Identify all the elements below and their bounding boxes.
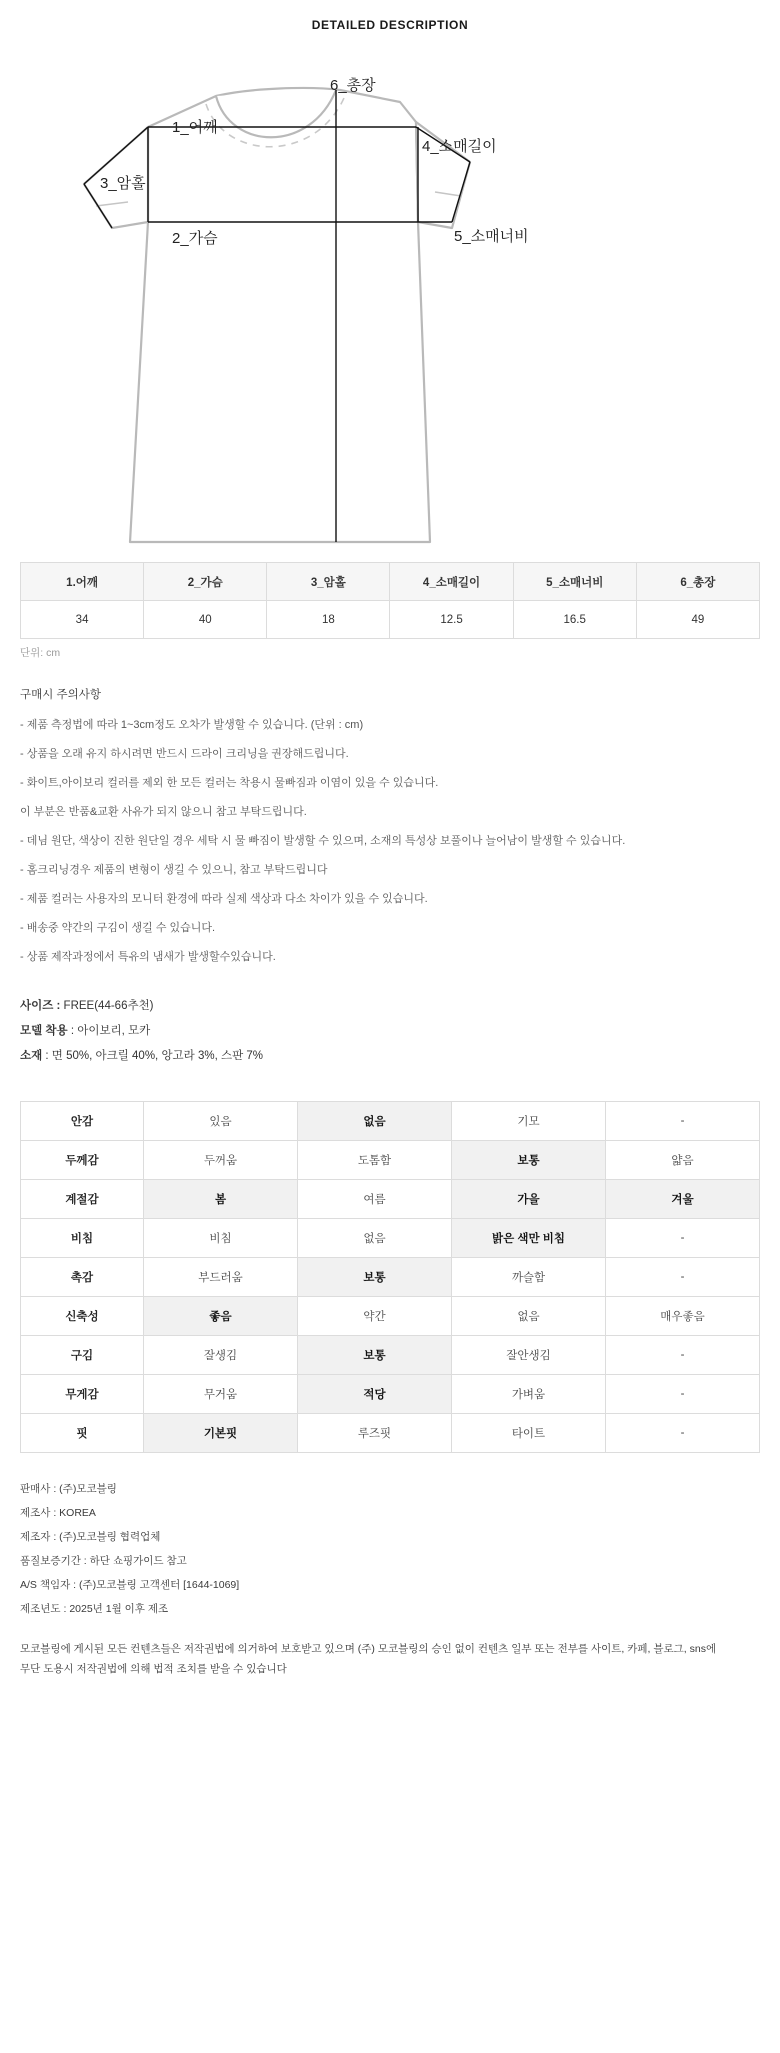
copyright-line: 무단 도용시 저작권법에 의해 법적 조치를 받을 수 있습니다 bbox=[20, 1663, 287, 1676]
attribute-option-selected: 겨울 bbox=[606, 1180, 760, 1219]
attribute-option-selected: 기본핏 bbox=[144, 1414, 298, 1453]
measurement-value: 12.5 bbox=[390, 601, 513, 639]
attribute-option: 두꺼움 bbox=[144, 1141, 298, 1180]
attribute-label: 핏 bbox=[21, 1414, 144, 1453]
table-row bbox=[21, 1375, 760, 1414]
diagram-label-armhole: 3_암홀 bbox=[100, 175, 146, 192]
attribute-option: 약간 bbox=[298, 1297, 452, 1336]
notice-line: - 홈크리닝경우 제품의 변형이 생길 수 있으니, 참고 부탁드립니다 bbox=[20, 863, 328, 876]
spec-label: 모델 착용 bbox=[20, 1025, 68, 1038]
seller-info-line: 판매사 : (주)모코블링 bbox=[20, 1483, 117, 1496]
attribute-option-selected: 보통 bbox=[298, 1258, 452, 1297]
measurement-header: 5_소매너비 bbox=[513, 563, 636, 601]
attribute-option: 얇음 bbox=[606, 1141, 760, 1180]
attribute-label: 비침 bbox=[21, 1219, 144, 1258]
table-row bbox=[21, 1336, 760, 1375]
measurement-header: 4_소매길이 bbox=[390, 563, 513, 601]
seller-info-line: A/S 책임자 : (주)모코블링 고객센터 [1644-1069] bbox=[20, 1579, 240, 1592]
measurement-table bbox=[20, 562, 760, 639]
attribute-option-selected: 없음 bbox=[298, 1102, 452, 1141]
attribute-label: 무게감 bbox=[21, 1375, 144, 1414]
attribute-option: - bbox=[606, 1219, 760, 1258]
spec-line-size bbox=[20, 997, 760, 1013]
attribute-option: 매우좋음 bbox=[606, 1297, 760, 1336]
table-row bbox=[21, 1180, 760, 1219]
attribute-label: 신축성 bbox=[21, 1297, 144, 1336]
spec-line-material bbox=[20, 1047, 760, 1063]
notice-line: - 데님 원단, 색상이 진한 원단일 경우 세탁 시 물 빠짐이 발생할 수 있으며, 소재의 특성상 보풀이나 늘어남이 발생할 수 있습니다. bbox=[20, 834, 626, 847]
attribute-option: 잘안생김 bbox=[452, 1336, 606, 1375]
measurement-unit-note: 단위: cm bbox=[20, 647, 61, 659]
attribute-label: 촉감 bbox=[21, 1258, 144, 1297]
attribute-option: - bbox=[606, 1375, 760, 1414]
notice-line: - 상품을 오래 유지 하시려면 반드시 드라이 크리닝을 권장해드립니다. bbox=[20, 747, 349, 760]
attribute-option: 여름 bbox=[298, 1180, 452, 1219]
purchase-notice bbox=[20, 686, 760, 965]
table-row bbox=[21, 1258, 760, 1297]
attribute-option-selected: 보통 bbox=[452, 1141, 606, 1180]
attribute-table bbox=[20, 1101, 760, 1453]
attribute-option: - bbox=[606, 1336, 760, 1375]
spec-value: FREE(44-66추천) bbox=[60, 1000, 154, 1013]
seller-info-line: 제조자 : (주)모코블링 협력업체 bbox=[20, 1531, 161, 1544]
measurement-header: 6_총장 bbox=[636, 563, 759, 601]
table-row bbox=[21, 1414, 760, 1453]
attribute-option: - bbox=[606, 1414, 760, 1453]
attribute-option: 잘생김 bbox=[144, 1336, 298, 1375]
diagram-label-sleeve-width: 5_소매너비 bbox=[454, 228, 529, 245]
measurement-value: 34 bbox=[21, 601, 144, 639]
attribute-option-selected: 적당 bbox=[298, 1375, 452, 1414]
attribute-option: 도톰함 bbox=[298, 1141, 452, 1180]
attribute-option: 무거움 bbox=[144, 1375, 298, 1414]
table-row bbox=[21, 1297, 760, 1336]
diagram-label-shoulder: 1_어깨 bbox=[172, 119, 218, 136]
attribute-option-selected: 좋음 bbox=[144, 1297, 298, 1336]
garment-measurement-diagram bbox=[0, 32, 780, 552]
copyright-notice bbox=[20, 1642, 760, 1678]
notice-line: - 제품 컬러는 사용자의 모니터 환경에 따라 실제 색상과 다소 차이가 있을 수 있습니다. bbox=[20, 892, 428, 905]
spec-value: : 아이보리, 모카 bbox=[67, 1025, 151, 1038]
copyright-line: 모코블링에 게시된 모든 컨텐츠들은 저작권법에 의거하여 보호받고 있으며 (주) 모코블링의 승인 없이 컨텐츠 일부 또는 전부를 사이트, 카페, 블로그, sns에 bbox=[20, 1643, 717, 1656]
purchase-notice-heading: 구매시 주의사항 bbox=[20, 689, 101, 701]
attribute-option-selected: 봄 bbox=[144, 1180, 298, 1219]
measurement-header: 3_암홀 bbox=[267, 563, 390, 601]
seller-info-line: 제조사 : KOREA bbox=[20, 1507, 96, 1520]
measurement-value: 18 bbox=[267, 601, 390, 639]
attribute-option-selected: 보통 bbox=[298, 1336, 452, 1375]
notice-line: - 제품 측정법에 따라 1~3cm정도 오차가 발생할 수 있습니다. (단위 : cm) bbox=[20, 719, 364, 731]
attribute-label: 구김 bbox=[21, 1336, 144, 1375]
product-spec bbox=[20, 997, 760, 1063]
diagram-label-sleeve-length: 4_소매길이 bbox=[422, 138, 497, 155]
spec-label: 소재 bbox=[20, 1050, 43, 1063]
table-row bbox=[21, 1141, 760, 1180]
attribute-option: 있음 bbox=[144, 1102, 298, 1141]
attribute-option: - bbox=[606, 1102, 760, 1141]
attribute-option-selected: 가을 bbox=[452, 1180, 606, 1219]
attribute-option: 루즈핏 bbox=[298, 1414, 452, 1453]
attribute-option: 없음 bbox=[298, 1219, 452, 1258]
seller-info-line: 품질보증기간 : 하단 쇼핑가이드 참고 bbox=[20, 1555, 187, 1568]
measurement-header: 1.어깨 bbox=[21, 563, 144, 601]
seller-info bbox=[20, 1481, 760, 1616]
attribute-label: 안감 bbox=[21, 1102, 144, 1141]
table-row bbox=[21, 601, 760, 639]
attribute-option: 없음 bbox=[452, 1297, 606, 1336]
table-row bbox=[21, 1102, 760, 1141]
measurement-value: 49 bbox=[636, 601, 759, 639]
attribute-option: 가벼움 bbox=[452, 1375, 606, 1414]
spec-label: 사이즈 : bbox=[20, 1000, 61, 1013]
seller-info-line: 제조년도 : 2025년 1월 이후 제조 bbox=[20, 1603, 169, 1616]
table-row bbox=[21, 1219, 760, 1258]
attribute-option: - bbox=[606, 1258, 760, 1297]
attribute-option: 부드러움 bbox=[144, 1258, 298, 1297]
notice-line: - 상품 제작과정에서 특유의 냄새가 발생할수있습니다. bbox=[20, 950, 276, 963]
notice-line: - 배송중 약간의 구김이 생길 수 있습니다. bbox=[20, 921, 216, 934]
page-title: DETAILED DESCRIPTION bbox=[311, 18, 469, 32]
attribute-option: 비침 bbox=[144, 1219, 298, 1258]
measurement-value: 40 bbox=[144, 601, 267, 639]
measurement-header: 2_가슴 bbox=[144, 563, 267, 601]
diagram-label-total-length: 6_총장 bbox=[330, 77, 376, 94]
attribute-label: 계절감 bbox=[21, 1180, 144, 1219]
attribute-option: 타이트 bbox=[452, 1414, 606, 1453]
table-header-row bbox=[21, 563, 760, 601]
spec-line-model bbox=[20, 1022, 760, 1038]
attribute-label: 두께감 bbox=[21, 1141, 144, 1180]
attribute-option: 기모 bbox=[452, 1102, 606, 1141]
attribute-option: 까슬함 bbox=[452, 1258, 606, 1297]
measurement-value: 16.5 bbox=[513, 601, 636, 639]
spec-value: : 면 50%, 아크릴 40%, 앙고라 3%, 스판 7% bbox=[42, 1050, 264, 1063]
attribute-option-selected: 밝은 색만 비침 bbox=[452, 1219, 606, 1258]
notice-line: 이 부분은 반품&교환 사유가 되지 않으니 참고 부탁드립니다. bbox=[20, 805, 307, 818]
notice-line: - 화이트,아이보리 컬러를 제외 한 모든 컬러는 착용시 물빠짐과 이염이 있을 수 있습니다. bbox=[20, 776, 439, 789]
garment-outline-svg bbox=[0, 32, 780, 552]
diagram-label-chest: 2_가슴 bbox=[172, 230, 218, 247]
